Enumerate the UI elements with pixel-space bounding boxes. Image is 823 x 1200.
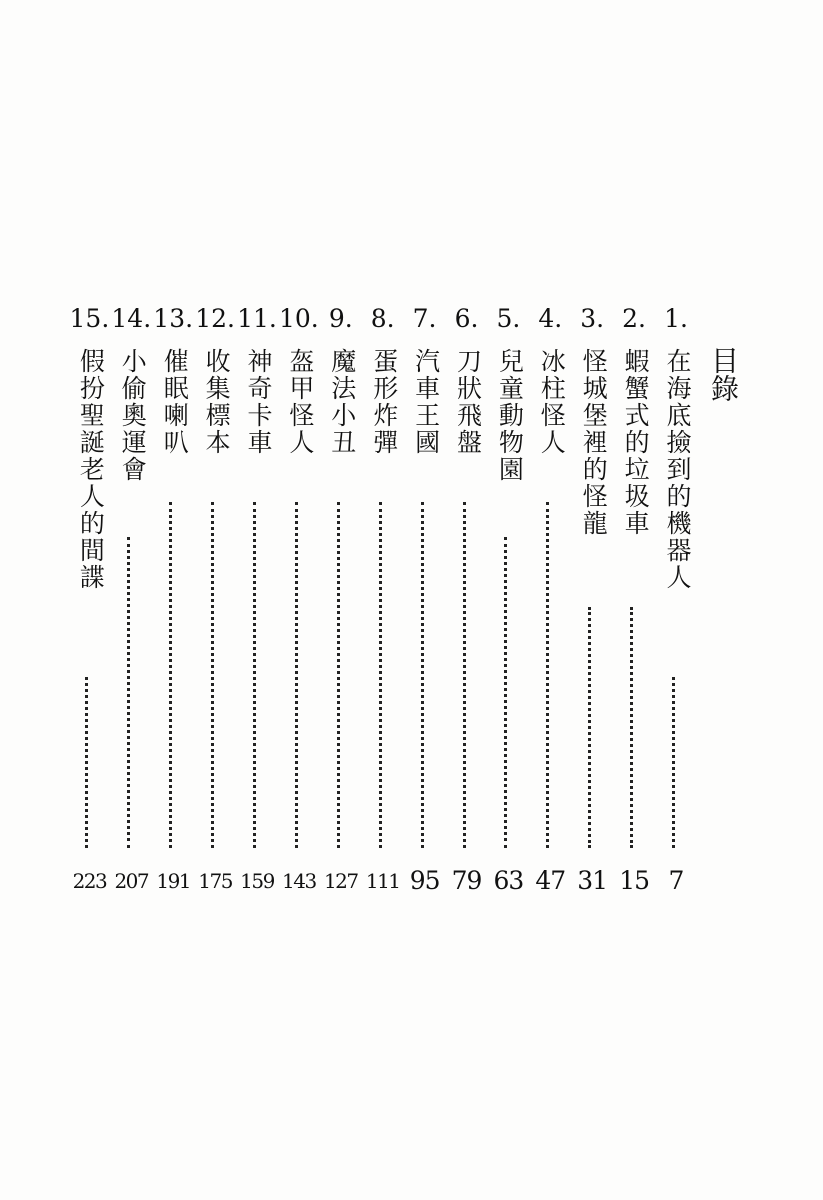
dot-leader <box>672 677 681 848</box>
dot-leader <box>253 502 262 848</box>
entry-number: 1. <box>664 304 688 333</box>
entry-page-number: 95 <box>409 866 440 895</box>
toc-list <box>70 300 700 900</box>
dot-leader <box>295 502 304 848</box>
entry-title: 假扮聖誕老人的間諜 <box>76 348 106 591</box>
entry-page-number: 63 <box>493 866 524 895</box>
entry-number: 14. <box>111 304 152 333</box>
toc-entry <box>614 300 654 900</box>
entry-title: 魔法小丑 <box>327 348 357 456</box>
entry-title: 刀狀飛盤 <box>453 348 483 456</box>
dot-leader <box>337 502 346 848</box>
dot-leader <box>588 607 597 848</box>
entry-number: 6. <box>454 304 479 333</box>
dot-leader <box>504 537 513 848</box>
entry-page-number: 223 <box>72 869 107 893</box>
entry-number: 10. <box>279 304 319 333</box>
entry-page-number: 31 <box>577 866 608 895</box>
toc-entry <box>488 300 528 900</box>
dot-leader <box>463 502 472 848</box>
toc-entry <box>237 300 277 900</box>
entry-page-number: 15 <box>619 866 649 895</box>
dot-leader <box>169 502 178 848</box>
toc-entry <box>447 300 487 900</box>
entry-number: 15. <box>69 304 110 333</box>
dot-leader <box>211 502 220 848</box>
dot-leader <box>127 537 136 848</box>
toc-entry <box>363 300 403 900</box>
entry-page-number: 191 <box>156 869 191 893</box>
entry-page-number: 143 <box>282 869 316 893</box>
toc-entry <box>405 300 445 900</box>
entry-title: 收集標本 <box>202 348 232 456</box>
toc-entry <box>530 300 570 900</box>
toc-entry <box>195 300 235 900</box>
dot-leader <box>379 502 388 848</box>
entry-number: 5. <box>496 304 521 333</box>
entry-page-number: 207 <box>114 869 149 893</box>
entry-page-number: 127 <box>323 869 358 893</box>
dot-leader <box>546 502 555 848</box>
entry-title: 冰柱怪人 <box>537 348 567 456</box>
entry-title: 小偷奧運會 <box>118 348 148 483</box>
entry-page-number: 7 <box>668 866 684 895</box>
entry-title: 在海底撿到的機器人 <box>663 348 692 591</box>
entry-number: 2. <box>622 304 647 333</box>
entry-number: 4. <box>538 304 563 333</box>
entry-title: 蛋形炸彈 <box>369 348 399 456</box>
toc-entry <box>111 300 151 900</box>
entry-page-number: 111 <box>365 869 400 893</box>
entry-title: 怪城堡裡的怪龍 <box>579 348 609 537</box>
entry-number: 3. <box>580 304 605 333</box>
entry-title: 兒童動物園 <box>495 348 525 483</box>
entry-page-number: 47 <box>535 866 566 895</box>
dot-leader <box>85 677 94 848</box>
toc-entry <box>572 300 612 900</box>
entry-page-number: 159 <box>240 869 274 893</box>
dot-leader <box>630 607 639 848</box>
entry-title: 催眠喇叭 <box>160 348 190 456</box>
entry-title: 汽車王國 <box>411 348 441 456</box>
toc-entry <box>656 300 696 900</box>
toc-entry <box>321 300 361 900</box>
toc-heading: 目錄 <box>707 346 740 402</box>
entry-number: 7. <box>412 304 437 333</box>
dot-leader <box>421 502 430 848</box>
toc-entry <box>279 300 319 900</box>
entry-page-number: 175 <box>198 869 232 893</box>
entry-number: 9. <box>328 304 353 333</box>
entry-number: 11. <box>237 304 277 333</box>
entry-page-number: 79 <box>451 866 482 895</box>
toc-entry <box>153 300 193 900</box>
toc-entry <box>69 300 109 900</box>
entry-number: 13. <box>153 304 194 333</box>
entry-title: 蝦蟹式的垃圾車 <box>621 348 651 537</box>
entry-number: 12. <box>195 304 235 333</box>
entry-number: 8. <box>370 304 395 333</box>
entry-title: 神奇卡車 <box>244 348 273 456</box>
entry-title: 盔甲怪人 <box>285 348 315 456</box>
